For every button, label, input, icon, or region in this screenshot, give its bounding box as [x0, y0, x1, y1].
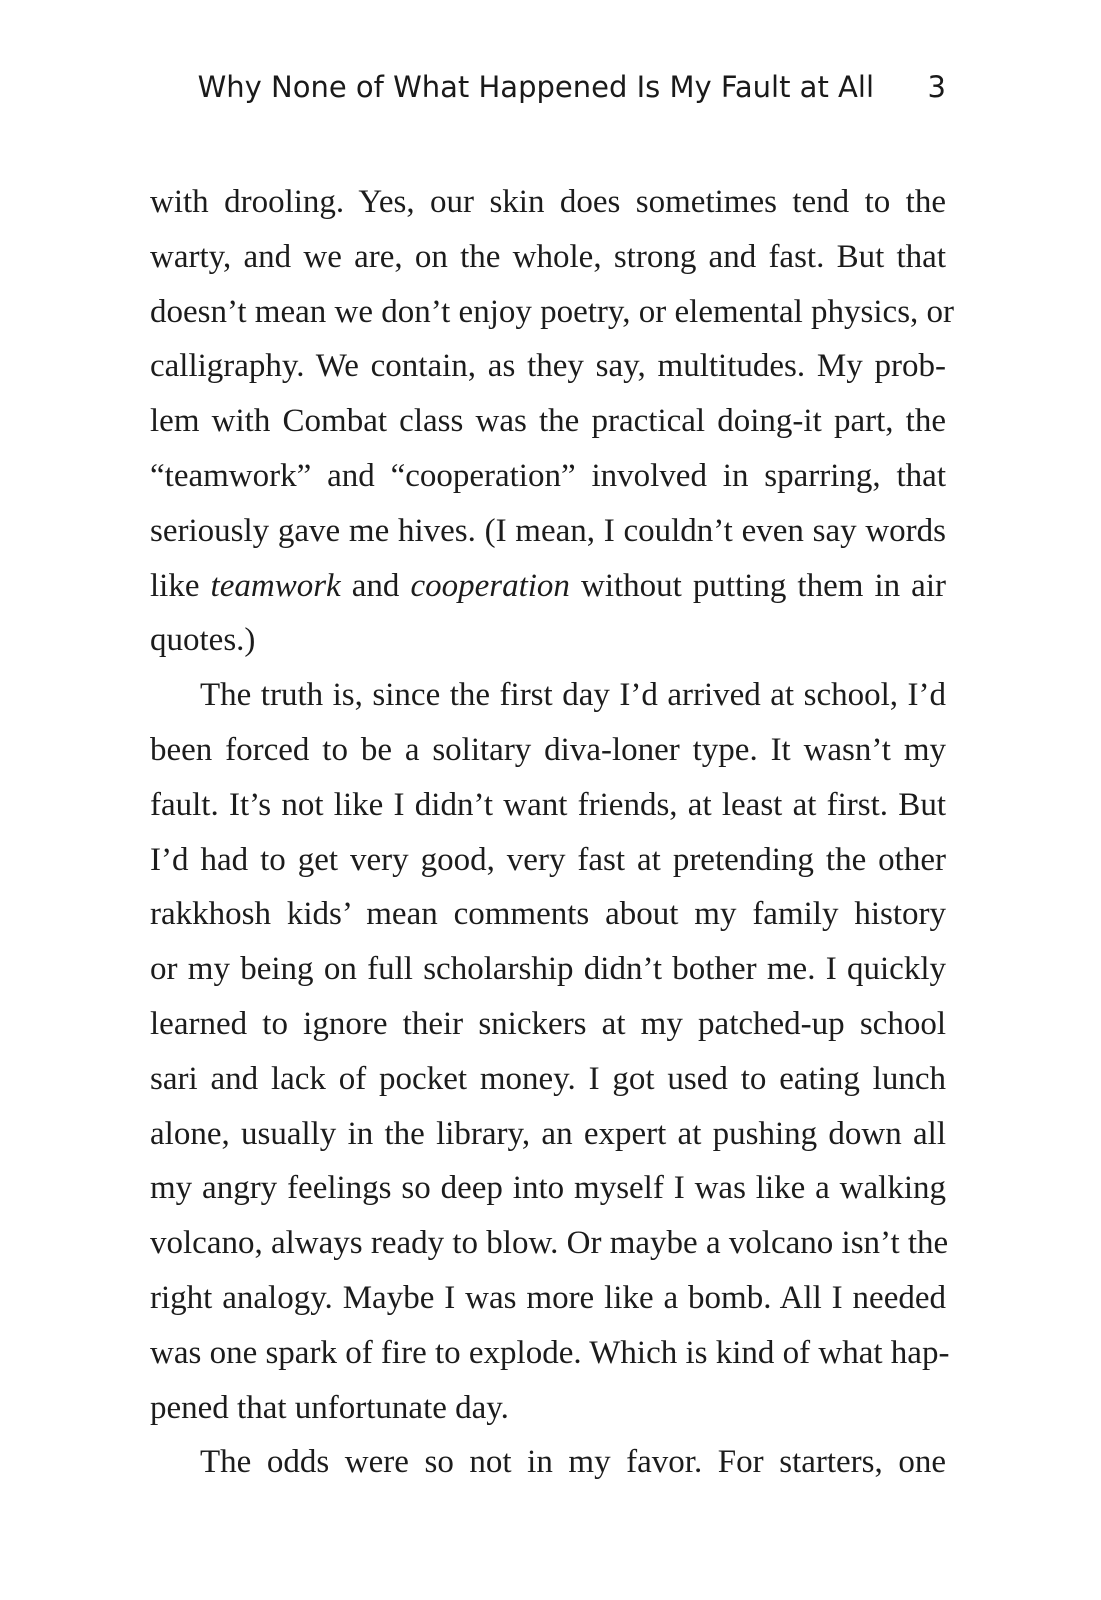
- text-line: lem with Combat class was the practical doing-it part, the: [150, 403, 946, 440]
- text-line: quotes.): [150, 622, 256, 659]
- text-line: with drooling. Yes, our skin does sometimes tend to the: [150, 184, 946, 220]
- text-line: was one spark of fire to explode. Which is kind of what hap-: [150, 1334, 950, 1371]
- text-line: fault. It’s not like I didn’t want friends, at least at first. But: [150, 786, 946, 823]
- text-line: warty, and we are, on the whole, strong and fast. But that: [150, 238, 946, 275]
- text-line: doesn’t mean we don’t enjoy poetry, or elemental physics, or: [150, 293, 955, 330]
- italic-word-cooperation: cooperation: [410, 567, 570, 604]
- text-line: right analogy. Maybe I was more like a bomb. All I needed: [150, 1279, 946, 1316]
- text-line: my angry feelings so deep into myself I was like a walking: [150, 1170, 946, 1207]
- text-fragment: and: [340, 567, 411, 604]
- text-line-with-italics: [150, 559, 946, 614]
- text-line: seriously gave me hives. (I mean, I couldn’t even say words: [150, 512, 946, 549]
- page-number: 3: [927, 70, 946, 104]
- text-line: “teamwork” and “cooperation” involved in sparring, that: [150, 457, 946, 494]
- paragraph-first-line: The odds were so not in my favor. For starters, one: [200, 1444, 946, 1481]
- text-fragment: like: [150, 567, 211, 604]
- text-line: volcano, always ready to blow. Or maybe a volcano isn’t the: [150, 1225, 949, 1262]
- italic-word-teamwork: teamwork: [210, 567, 341, 604]
- text-line: sari and lack of pocket money. I got used to eating lunch: [150, 1060, 946, 1097]
- text-line: or my being on full scholarship didn’t bother me. I quickly: [150, 951, 946, 988]
- text-line: rakkhosh kids’ mean comments about my family history: [150, 896, 946, 933]
- text-line: been forced to be a solitary diva-loner type. It wasn’t my: [150, 731, 946, 768]
- text-line: calligraphy. We contain, as they say, multitudes. My prob-: [150, 348, 946, 385]
- text-line: alone, usually in the library, an expert at pushing down all: [150, 1115, 946, 1152]
- paragraph-first-line: The truth is, since the first day I’d arrived at school, I’d: [200, 677, 946, 714]
- text-fragment: without putting them in air: [569, 567, 946, 604]
- running-header: [150, 70, 946, 114]
- text-line: I’d had to get very good, very fast at pretending the other: [150, 841, 946, 878]
- body-text: [150, 175, 955, 1490]
- text-line: learned to ignore their snickers at my patched-up school: [150, 1005, 946, 1042]
- text-line: pened that unfortunate day.: [150, 1389, 509, 1426]
- running-title: Why None of What Happened Is My Fault at All: [197, 70, 874, 104]
